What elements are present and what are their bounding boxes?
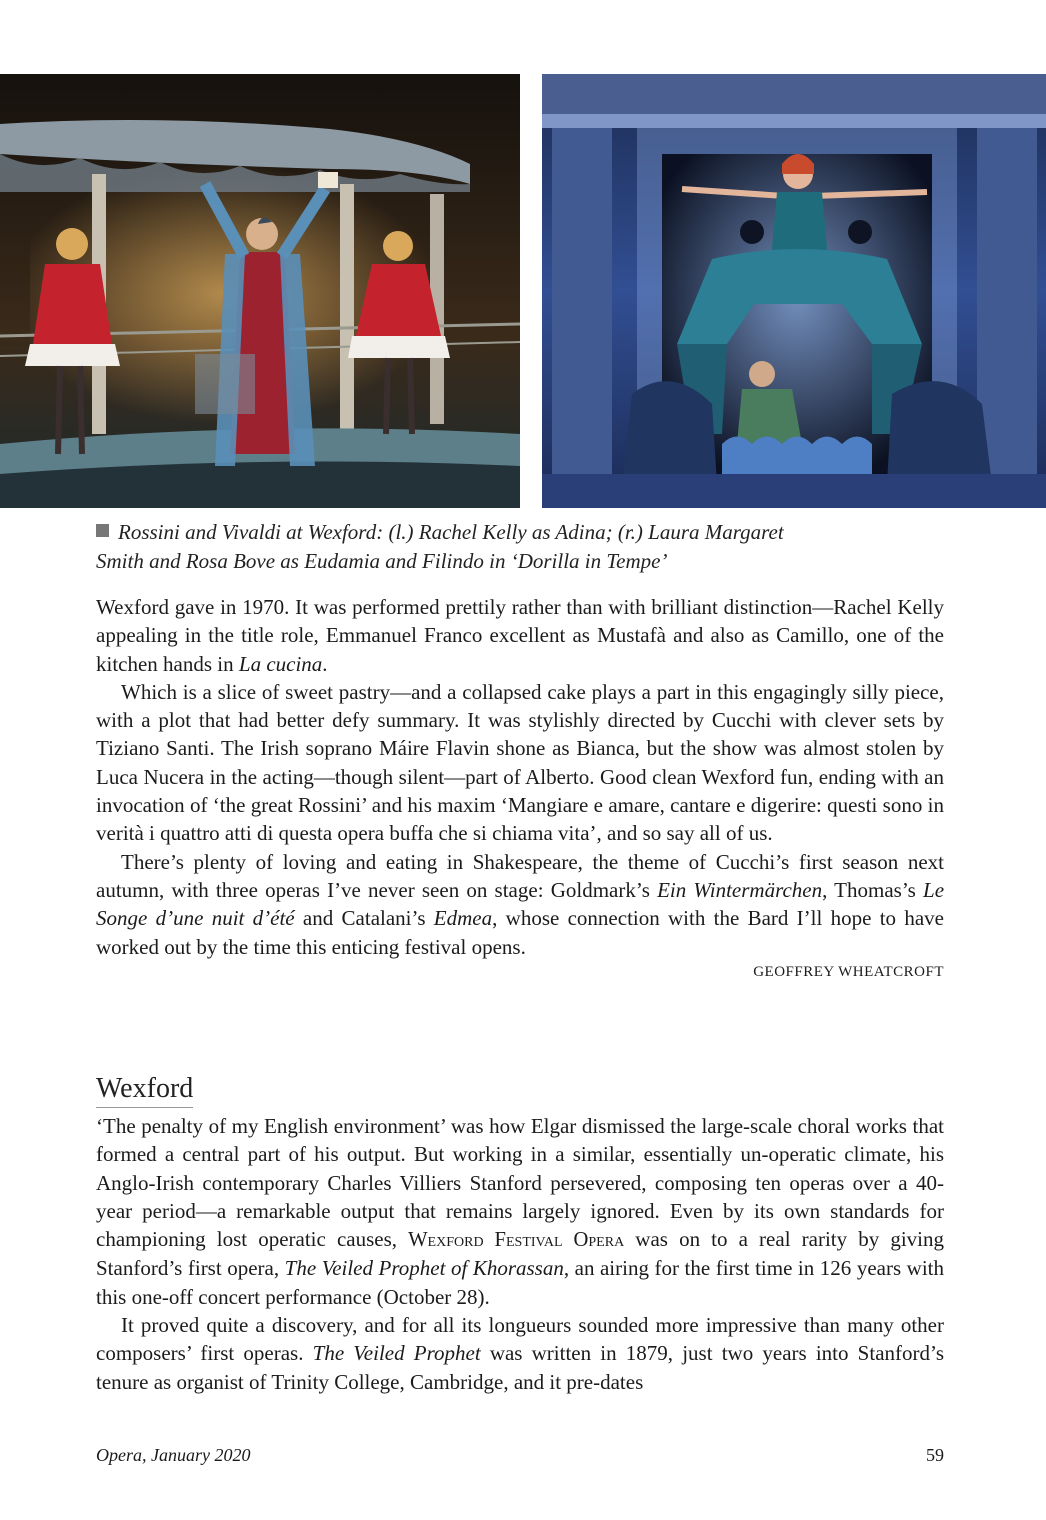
wexford-article bbox=[96, 1112, 944, 1396]
photo-dorilla-in-tempe bbox=[542, 74, 1046, 508]
review-paragraph-3: There’s plenty of loving and eating in Shakespeare, the theme of Cucchi’s first season next autumn, with three operas I’ve never seen on stage: Goldmark’s Ein Wintermärchen, Thomas’s Le Songe d’une nuit d’été and Catalani’s Edmea, whose connection with the Bard I’ll hope to have worked out by the time this enticing festival opens. bbox=[96, 849, 945, 959]
review-paragraph-1: Wexford gave in 1970. It was performed prettily rather than with brilliant distinction—Rachel Kelly appealing in the title role, Emmanuel Franco excellent as Mustafà and also as Camillo, one of the kitchen hands in La cucina. bbox=[96, 595, 944, 676]
caption-line-2: Smith and Rosa Bove as Eudamia and Filindo in ‘Dorilla in Tempe’ bbox=[96, 549, 668, 573]
wexford-paragraph-2: It proved quite a discovery, and for all its longueurs sounded more impressive than many other composers’ first operas. The Veiled Prophet was written in 1879, just two years into Stanford’s tenure as organist of Trinity College, Cambridge, and it pre-dates bbox=[96, 1313, 945, 1394]
section-heading-wexford: Wexford bbox=[96, 1072, 193, 1108]
footer-page-number: 59 bbox=[926, 1445, 944, 1465]
review-byline: GEOFFREY WHEATCROFT bbox=[753, 963, 944, 980]
wexford-paragraph-1: ‘The penalty of my English environment’ was how Elgar dismissed the large-scale choral works that formed a central part of his output. But working in a similar, essentially un-operatic climate, his Anglo-Irish contemporary Charles Villiers Stanford persevered, composing ten operas over a 40-year period—a remarkable output that remains largely ignored. Even by its own standards for championing lost operatic causes, Wexford Festival Opera was on to a real rarity by giving Stanford’s first opera, The Veiled Prophet of Khorassan, an airing for the first time in 126 years with this one-off concert performance (October 28). bbox=[96, 1114, 945, 1309]
photo-rachel-kelly-adina bbox=[0, 74, 520, 508]
review-rossini-article bbox=[96, 593, 944, 983]
photo-caption bbox=[96, 518, 956, 576]
caption-square-icon bbox=[96, 524, 109, 537]
review-paragraph-2: Which is a slice of sweet pastry—and a collapsed cake plays a part in this engagingly silly piece, with a plot that had better defy summary. It was stylishly directed by Cucchi with clever sets by Tiziano Santi. The Irish soprano Máire Flavin shone as Bianca, but the show was almost stolen by Luca Nucera in the acting—though silent—part of Alberto. Good clean Wexford fun, ending with an invocation of ‘the great Rossini’ and his maxim ‘Mangiare e amare, cantare e digerire: questi sono in verità i quattro atti di questa opera buffa che si chiama vita’, and so say all of us. bbox=[96, 679, 944, 846]
caption-line-1: Rossini and Vivaldi at Wexford: (l.) Rachel Kelly as Adina; (r.) Laura Margaret bbox=[118, 520, 784, 544]
footer-publication: Opera, January 2020 bbox=[96, 1445, 251, 1465]
